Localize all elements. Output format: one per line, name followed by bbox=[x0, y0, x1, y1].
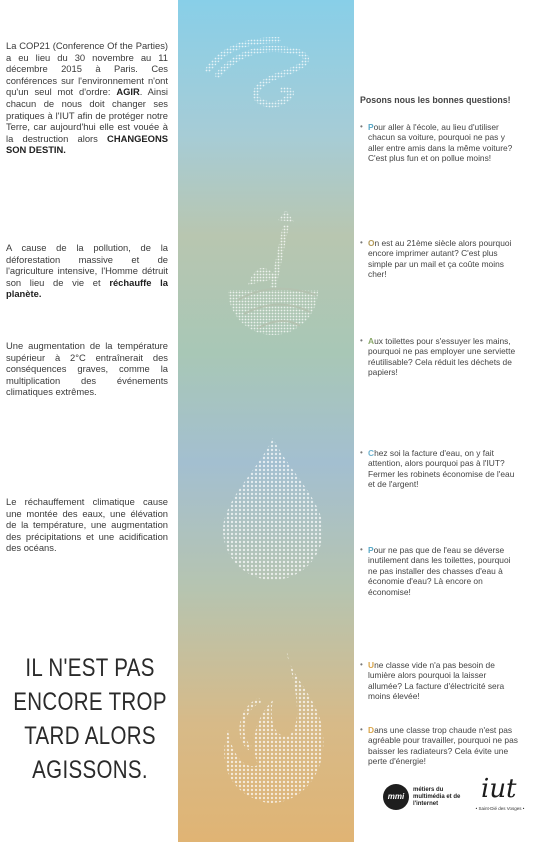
earth-shovel-icon bbox=[228, 210, 318, 335]
pollution-bold: réchauffe la planète. bbox=[6, 276, 169, 300]
iut-logo: iut bbox=[481, 774, 517, 804]
question-initial: U bbox=[368, 660, 375, 670]
question-body: hez soi la facture d'eau, on y fait attention, alors pourquoi pas à l'IUT? Fermer les robinets économise de l'eau et de l'argent! bbox=[368, 448, 515, 490]
question-text bbox=[360, 725, 520, 767]
question-item bbox=[360, 545, 520, 597]
question-initial: A bbox=[368, 336, 375, 346]
intro-text-1: La COP21 (Conference Of the Parties) a eu lieu du 30 novembre au 11 décembre 2015 à Paris. Ces conférences sur l'environnement n'ont qu'un seul mot d'ordre: bbox=[6, 40, 168, 98]
question-text bbox=[360, 336, 520, 378]
question-body: our ne pas que de l'eau se déverse inutilement dans les toilettes, pourquoi ne pas installer des chasses d'eau à économie d'eau? Là encore on économise! bbox=[368, 545, 511, 597]
question-initial: O bbox=[368, 238, 375, 248]
question-item bbox=[360, 448, 520, 490]
iut-subtitle: • Saint-Dié des Vosges • bbox=[475, 806, 525, 811]
question-body: ans une classe trop chaude n'est pas agréable pour travailler, pourquoi ne pas baisser les radiateurs? Cela évite une perte d'énergie! bbox=[368, 725, 518, 767]
bullet-icon: • bbox=[360, 660, 363, 669]
mmi-logo: mmi bbox=[383, 784, 409, 810]
question-body: ux toilettes pour s'essuyer les mains, pourquoi ne pas employer une serviette réutilisable? Cela réduit les déchets de papiers! bbox=[368, 336, 516, 378]
bullet-icon: • bbox=[360, 725, 363, 734]
intro-text-2: . Ainsi chacun de nous doit changer ses pratiques à l'IUT afin de protéger notre Terre, car aujourd'hui elle est vouée à la destruction alors bbox=[6, 86, 168, 144]
question-text bbox=[360, 122, 520, 164]
intro-bold-destin: CHANGEONS SON DESTIN. bbox=[6, 132, 168, 156]
logos bbox=[383, 770, 533, 820]
question-item bbox=[360, 122, 520, 164]
bullet-icon: • bbox=[360, 238, 363, 247]
question-text bbox=[360, 448, 520, 490]
question-body: ne classe vide n'a pas besoin de lumière alors pourquoi la laisser allumée? La facture d'électricité sera moins élevée! bbox=[368, 660, 505, 702]
question-text bbox=[360, 238, 520, 280]
warming-paragraph: Le réchauffement climatique cause une montée des eaux, une élévation de la température, une augmentation des précipitations et une acidification des océans. bbox=[6, 496, 168, 554]
questions-title: Posons nous les bonnes questions! bbox=[360, 95, 511, 105]
intro-paragraph bbox=[6, 40, 168, 156]
bullet-icon: • bbox=[360, 448, 363, 457]
question-initial: D bbox=[368, 725, 375, 735]
question-initial: C bbox=[368, 448, 375, 458]
question-initial: P bbox=[368, 545, 374, 555]
pictograms bbox=[178, 0, 354, 842]
question-text bbox=[360, 660, 520, 702]
bullet-icon: • bbox=[360, 336, 363, 345]
slogan: IL N'EST PAS ENCORE TROP TARD ALORS AGISSONS. bbox=[13, 654, 167, 784]
question-item bbox=[360, 725, 520, 767]
temperature-paragraph: Une augmentation de la température supérieur à 2°C entraînerait des conséquences graves, comme la multiplication des événements climatiques extrêmes. bbox=[6, 340, 168, 398]
mmi-text: métiers du multimédia et de l'internet bbox=[413, 787, 461, 807]
pollution-text: A cause de la pollution, de la déforestation massive et de l'agriculture intensive, l'Homme détruit son lieu de vie et bbox=[6, 242, 168, 288]
question-body: our aller à l'école, au lieu d'utiliser chacun sa voiture, pourquoi ne pas y aller entre amis dans la même voiture? C'est plus fun et on pollue moins! bbox=[368, 122, 513, 164]
bullet-icon: • bbox=[360, 545, 363, 554]
question-initial: P bbox=[368, 122, 374, 132]
tornado-icon bbox=[208, 40, 306, 105]
question-item bbox=[360, 336, 520, 378]
pollution-paragraph bbox=[6, 242, 168, 300]
flame-icon bbox=[224, 648, 323, 803]
question-text bbox=[360, 545, 520, 597]
water-drop-icon bbox=[223, 438, 323, 580]
question-item bbox=[360, 238, 520, 280]
intro-bold-agir: AGIR bbox=[116, 86, 140, 98]
question-item bbox=[360, 660, 520, 702]
question-body: n est au 21ème siècle alors pourquoi encore imprimer autant? C'est plus simple par un mail et ça coûte moins cher! bbox=[368, 238, 512, 280]
bullet-icon: • bbox=[360, 122, 363, 131]
